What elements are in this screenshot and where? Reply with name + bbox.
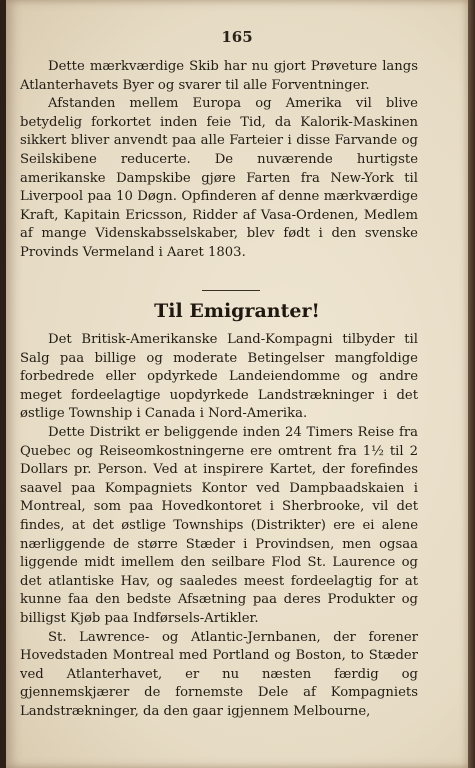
paragraph: Det Britisk-Amerikanske Land-Kompagni tilbyder til Salg paa billige og moderate Betingelser mangfoldige forbedrede eller opdyrkede Landeiendomme og andre meget fordeelagtige uopdyrkede Landstrækninger i det østlige Township i Canada i Nord-Amerika. bbox=[20, 332, 418, 422]
article-emigrants-text bbox=[20, 331, 418, 721]
section-heading: Til Emigranter! bbox=[154, 300, 320, 322]
article-ship-text bbox=[20, 58, 418, 263]
paragraph: Dette mærkværdige Skib har nu gjort Prøveture langs Atlanterhavets Byer og svarer til alle Forventninger. bbox=[20, 59, 418, 93]
page-edge bbox=[468, 0, 475, 768]
paragraph: St. Lawrence- og Atlantic-Jernbanen, der forener Hovedstaden Montreal med Portland og Boston, to Stæder ved Atlanterhavet, er nu næsten færdig og gjennemskjærer de fornemste Dele af Kompagniets Landstrækninger, da den gaar igjennem Melbourne, bbox=[20, 629, 418, 719]
section-divider bbox=[202, 290, 260, 291]
paragraph: Afstanden mellem Europa og Amerika vil blive betydelig forkortet inden feie Tid, da Kalorik-Maskinen sikkert bliver anvendt paa alle Farteier i disse Farvande og Seilskibene reducerte. De nuværende hurtigste amerikanske Dampskibe gjøre Farten fra New-York til Liverpool paa 10 Døgn. Opfinderen af denne mærkværdige Kraft, Kapitain Ericsson, Ridder af Vasa-Ordenen, Medlem af mange Videnskabsselskaber, blev født i den svenske Provinds Vermeland i Aaret 1803. bbox=[20, 96, 418, 260]
paragraph: Dette Distrikt er beliggende inden 24 Timers Reise fra Quebec og Reiseomkostningerne ere omtrent fra 1½ til 2 Dollars pr. Person. Ved at inspirere Kartet, der forefindes saavel paa Kompagniets Kontor ved Dampbaadskaien i Montreal, som paa Hovedkontoret i Sherbrooke, vil det findes, at det østlige Townships (Distrikter) ere ei alene nærliggende de større Stæder i Provindsen, men ogsaa liggende midt imellem den seilbare Flod St. Laurence og det atlantiske Hav, og saaledes meest fordeelagtig for at kunne faa den bedste Afsætning paa deres Produkter og billigst Kjøb paa Indførsels-Artikler. bbox=[20, 424, 418, 626]
page-number: 165 bbox=[221, 28, 253, 46]
book-page bbox=[6, 0, 468, 768]
